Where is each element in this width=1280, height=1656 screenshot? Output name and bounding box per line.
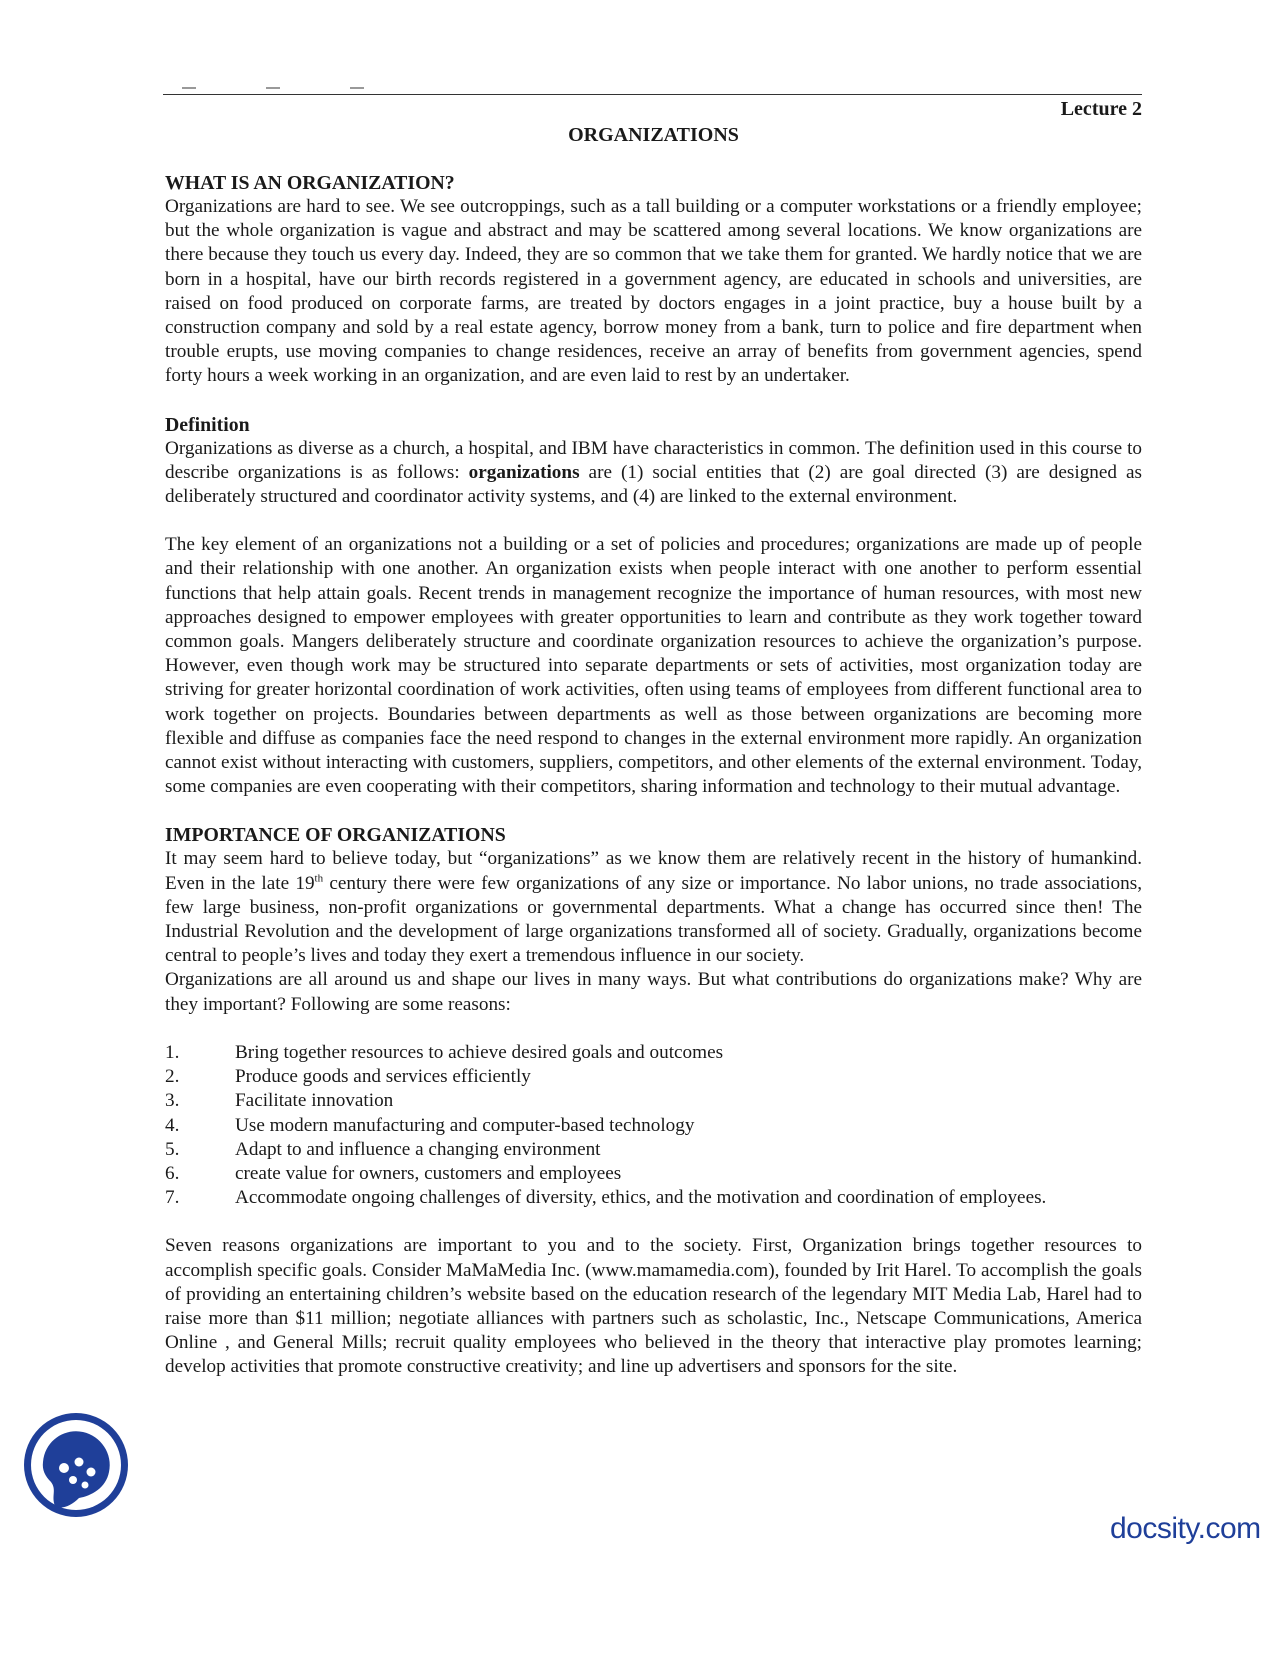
list-text: Bring together resources to achieve desired goals and outcomes (235, 1041, 724, 1063)
heading-what-is: WHAT IS AN ORGANIZATION? (165, 172, 455, 194)
paragraph-seven-reasons: Seven reasons organizations are important to you and to the society. First, Organization brings together resources to accomplish specific goals. Consider MaMaMedia Inc. (www.mamamedia.com), founded by Irit Harel. To accomplish the goals of providing an entertaining children’s website based on the education research of the legendary MIT Media Lab, Harel had to raise more than $11 million; negotiate alliances with partners such as scholastic, Inc., Netscape Communications, America Online , and General Mills; recruit quality employees who believed in the theory that interactive play promotes learning; develop activities that promote constructive creativity; and line up advertisers and sponsors for the site. (165, 1235, 1142, 1378)
list-item (165, 1186, 1142, 1210)
heading-definition: Definition (165, 413, 250, 436)
paragraph-importance (165, 847, 1142, 968)
list-item (165, 1138, 1142, 1162)
list-number: 6. (165, 1162, 180, 1184)
paragraph-definition (165, 437, 1142, 510)
docsity-watermark[interactable]: docsity.com (1110, 1512, 1261, 1545)
list-item (165, 1089, 1142, 1113)
paragraph-what-is: Organizations are hard to see. We see outcroppings, such as a tall building or a computer workstations or a friendly employee; but the whole organization is vague and abstract and may be scattered among several locations. We know organizations are there because they touch us every day. Indeed, they are so common that we take them for granted. We hardly notice that we are born in a hospital, have our birth records registered in a government agency, are educated in schools and universities, are raised on food produced on corporate farms, are treated by doctors engages in a joint practice, buy a house built by a construction company and sold by a real estate agency, borrow money from a bank, turn to police and fire department when trouble erupts, use moving companies to change residences, receive an array of benefits from government agencies, spend forty hours a week working in an organization, and are even laid to rest by an undertaker. (165, 196, 1142, 387)
list-number: 4. (165, 1114, 180, 1136)
definition-text-post: are (1) social entities that (2) are goal directed (3) are designed as deliberately structured and coordinator activity systems, and (4) are linked to the external environment. (165, 461, 1143, 508)
list-text: Accommodate ongoing challenges of diversity, ethics, and the motivation and coordination of employees. (235, 1187, 1047, 1209)
list-text: Facilitate innovation (235, 1090, 394, 1112)
definition-text-pre: Organizations as diverse as a church, a hospital, and IBM have characteristics in common. The definition used in this course to describe organizations is as follows: (165, 437, 1142, 483)
list-number: 3. (165, 1090, 180, 1112)
list-number: 5. (165, 1138, 180, 1160)
ordinal-superscript: th (314, 872, 324, 885)
list-text: Use modern manufacturing and computer-based technology (235, 1114, 695, 1136)
list-text: Produce goods and services efficiently (235, 1066, 531, 1088)
header-rule (163, 94, 1142, 95)
list-number: 7. (165, 1187, 180, 1209)
page-title: ORGANIZATIONS (568, 124, 739, 146)
importance-text-post: century there were few organizations of any size or importance. No labor unions, no trade associations, few large business, non-profit organizations or governmental departments. What a change has occurred since then! The Industrial Revolution and the development of large organizations transformed all of society. Gradually, organizations become central to people’s lives and today they exert a tremendous influence in our society. (165, 872, 1142, 967)
list-number: 2. (165, 1066, 180, 1088)
paragraph-contributions: Organizations are all around us and shape our lives in many ways. But what contributions do organizations make? Why are they important? Following are some reasons: (165, 969, 1142, 1015)
heading-importance: IMPORTANCE OF ORGANIZATIONS (165, 824, 506, 847)
list-item (165, 1041, 1142, 1065)
list-item (165, 1065, 1142, 1089)
list-item (165, 1162, 1142, 1186)
list-item (165, 1114, 1142, 1138)
list-number: 1. (165, 1041, 180, 1063)
list-text: create value for owners, customers and employees (235, 1162, 622, 1184)
paragraph-key-element: The key element of an organizations not a building or a set of policies and procedures; organizations are made up of people and their relationship with one another. An organization exists when people interact with one another to perform essential functions that help attain goals. Recent trends in management recognize the importance of human resources, with most new approaches designed to empower employees with greater opportunities to learn and contribute as they work together toward common goals. Mangers deliberately structure and coordinate organization resources to achieve the organization’s purpose. However, even though work may be structured into separate departments or sets of activities, most organization today are striving for greater horizontal coordination of work activities, often using teams of employees from different functional area to work together on projects. Boundaries between departments as well as those between organizations are becoming more flexible and diffuse as companies face the need respond to changes in the external environment more rapidly. An organization cannot exist without interacting with customers, suppliers, competitors, and other elements of the external environment. Today, some companies are even cooperating with their competitors, sharing information and technology to their mutual advantage. (165, 534, 1142, 798)
docsity-logo-icon[interactable] (21, 1410, 131, 1520)
list-text: Adapt to and influence a changing environment (235, 1138, 601, 1160)
definition-term: organizations (468, 461, 580, 483)
document-body (165, 171, 1142, 1380)
reasons-list (165, 1041, 1142, 1210)
running-header-faint (182, 84, 482, 90)
importance-text-pre: It may seem hard to believe today, but “organizations” as we know them are relatively recent in the history of humankind. Even in the late 19 (165, 848, 1142, 894)
lecture-label: Lecture 2 (1060, 98, 1142, 120)
